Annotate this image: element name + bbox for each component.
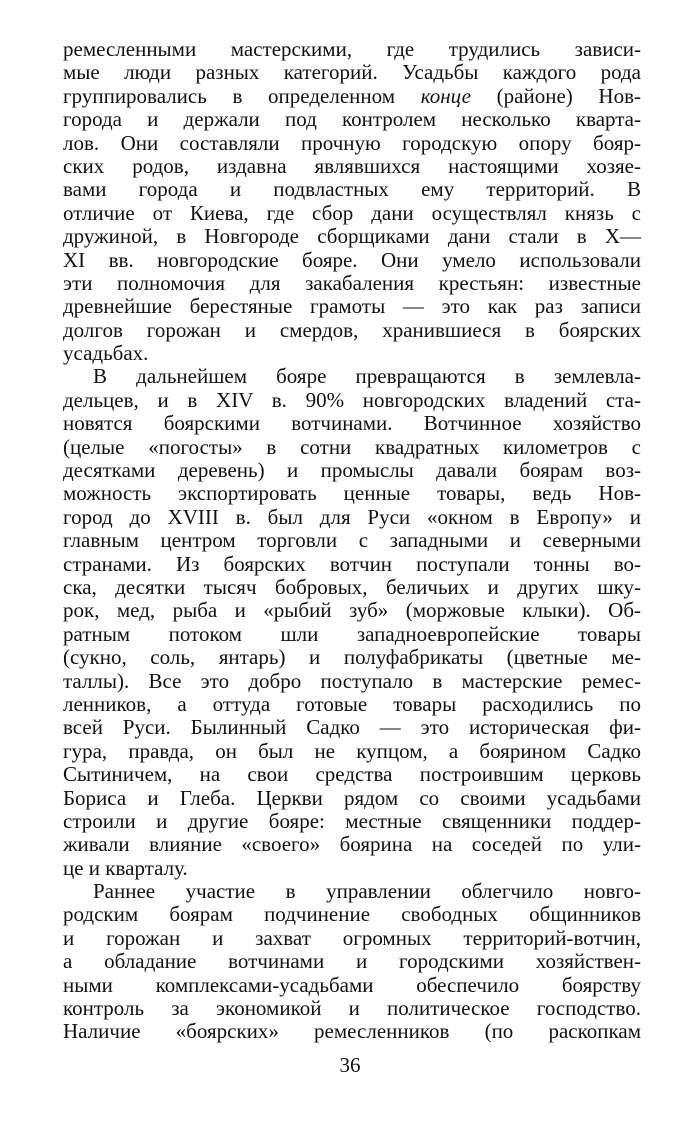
text-line: ских родов, издавна являвшихся настоящими хозяе- <box>63 153 641 178</box>
text-line: город до XVIII в. был для Руси «окном в Европу» и <box>63 504 641 529</box>
text-line: дельцев, и в XIV в. 90% новгородских владений ста- <box>63 387 641 412</box>
text-line: гура, правда, он был не купцом, а боярином Садко <box>63 738 641 763</box>
text-line: ратным потоком шли западноевропейские товары <box>63 621 641 646</box>
text-line: древнейшие берестяные грамоты — это как раз записи <box>63 294 641 319</box>
text-line: эти полномочия для закабаления крестьян: известные <box>63 270 641 295</box>
text-line: отличие от Киева, где сбор дани осуществлял князь с <box>63 200 641 225</box>
text-line: живали влияние «своего» боярина на соседей по ули- <box>63 832 641 857</box>
text-line: ска, десятки тысяч бобровых, беличьих и других шку- <box>63 574 641 599</box>
text-line: мые люди разных категорий. Усадьбы каждого рода <box>63 60 641 85</box>
text-line: ными комплексами-усадьбами обеспечило боярству <box>63 972 641 997</box>
text-line: лов. Они составляли прочную городскую опору бояр- <box>63 130 641 155</box>
text-line: рок, мед, рыба и «рыбий зуб» (моржовые клыки). Об- <box>63 598 641 623</box>
text-line: строили и другие бояре: местные священники поддер- <box>63 808 641 833</box>
page-number: 36 <box>339 1053 361 1077</box>
text-line: всей Руси. Былинный Садко — это историческая фи- <box>63 715 641 740</box>
text-line: можность экспортировать ценные товары, ведь Нов- <box>63 481 641 506</box>
text-line: (целые «погосты» в сотни квадратных километров с <box>63 434 641 459</box>
text-line: В дальнейшем бояре превращаются в землевла- <box>93 364 641 389</box>
text-line: Наличие «боярских» ремесленников (по раскопкам <box>63 1019 641 1044</box>
text-line: (сукно, соль, янтарь) и полуфабрикаты (цветные ме- <box>63 645 641 670</box>
emphasized-word: конце <box>420 83 471 108</box>
text-line: новятся боярскими вотчинами. Вотчинное хозяйство <box>63 411 641 436</box>
text-line: XI вв. новгородские бояре. Они умело использовали <box>63 247 641 272</box>
text-line: главным центром торговли с западными и северными <box>63 528 641 553</box>
text-line: и горожан и захват огромных территорий-вотчин, <box>63 925 641 950</box>
text-line: Сытиничем, на свои средства построившим церковь <box>63 762 641 787</box>
text-line: Раннее участие в управлении облегчило новго- <box>93 879 641 904</box>
text-line: Бориса и Глеба. Церкви рядом со своими усадьбами <box>63 785 641 810</box>
text-line: контроль за экономикой и политическое господство. <box>63 996 641 1021</box>
text-line: ремесленными мастерскими, где трудились зависи- <box>63 37 641 61</box>
page-text-body <box>63 38 641 1044</box>
text-line: а обладание вотчинами и городскими хозяйствен- <box>63 949 641 974</box>
text-line: родским боярам подчинение свободных общинников <box>63 902 641 927</box>
text-line: таллы). Все это добро поступало в мастерские ремес- <box>63 668 641 693</box>
text-line: це и кварталу. <box>63 855 188 880</box>
text-line: странами. Из боярских вотчин поступали тонны во- <box>63 551 641 576</box>
text-line: усадьбах. <box>63 341 149 366</box>
text-line: десятками деревень) и промыслы давали боярам воз- <box>63 458 641 483</box>
text-line: города и держали под контролем несколько кварта- <box>63 107 641 132</box>
text-line: ленников, а оттуда готовые товары расходились по <box>63 691 641 716</box>
text-line: вами города и подвластных ему территорий. В <box>63 177 641 202</box>
text-line: дружиной, в Новгороде сборщиками дани стали в X— <box>63 224 641 249</box>
text-line: группировались в определенном конце (районе) Нов- <box>63 83 641 108</box>
text-line: долгов горожан и смердов, хранившиеся в боярских <box>63 317 641 342</box>
